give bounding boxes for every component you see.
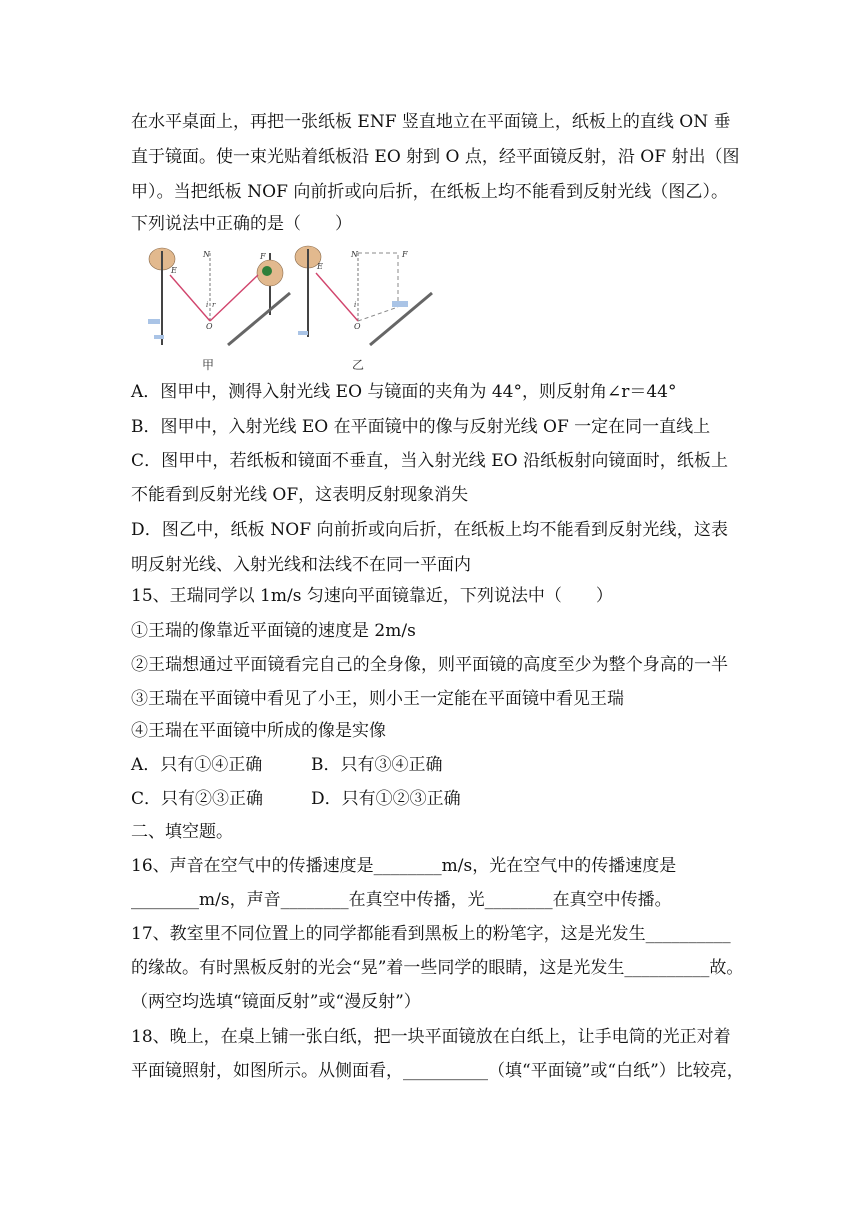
label-f: F xyxy=(260,252,266,261)
label-o: O xyxy=(354,322,361,331)
intro-line-1: 在水平桌面上，再把一张纸板 ENF 竖直地立在平面镜上，纸板上的直线 ON 垂 xyxy=(131,112,731,132)
reflection-experiment-figure xyxy=(140,245,440,377)
q15-options-row-2 xyxy=(131,789,461,809)
label-f: F xyxy=(402,250,408,259)
incident-ray xyxy=(316,273,358,321)
folded-board-outline xyxy=(358,253,398,307)
option-d-line-2: 明反射光线、入射光线和法线不在同一平面内 xyxy=(131,555,471,575)
q18-line-1: 18、晚上，在桌上铺一张白纸，把一块平面镜放在白纸上，让手电筒的光正对着 xyxy=(131,1027,731,1047)
experiment-diagram xyxy=(140,245,440,377)
label-r: r xyxy=(212,301,216,309)
option-c-line-1: C．图甲中，若纸板和镜面不垂直，当入射光线 EO 沿纸板射向镜面时，纸板上 xyxy=(131,451,728,471)
q18-line-2: 平面镜照射，如图所示。从侧面看，__________（填“平面镜”或“白纸”）比较亮， xyxy=(131,1061,744,1081)
q17-line-2: 的缘故。有时黑板反射的光会“晃”着一些同学的眼睛，这是光发生__________故。 xyxy=(131,958,744,978)
q15-options-row-1 xyxy=(131,755,443,775)
section-heading: 二、填空题。 xyxy=(131,822,233,842)
mirror-speckle xyxy=(298,331,308,335)
q16-line-1: 16、声音在空气中的传播速度是________m/s，光在空气中的传播速度是 xyxy=(131,856,677,876)
option-c-line-2: 不能看到反射光线 OF，这表明反射现象消失 xyxy=(131,485,469,505)
caption-yi: 乙 xyxy=(352,358,365,372)
q15-option-d: D．只有①②③正确 xyxy=(311,789,461,809)
label-i: i xyxy=(206,301,209,309)
q15-statement-4: ④王瑞在平面镜中所成的像是实像 xyxy=(131,721,386,741)
option-d-line-1: D．图乙中，纸板 NOF 向前折或向后折，在纸板上均不能看到反射光线，这表 xyxy=(131,520,728,540)
mirror-speckle xyxy=(148,319,160,324)
q16-line-2: ________m/s，声音________在真空中传播，光________在真空中传播。 xyxy=(131,890,672,910)
q17-line-3: （两空均选填“镜面反射”或“漫反射”） xyxy=(131,992,421,1012)
q15-stem: 15、王瑞同学以 1m/s 匀速向平面镜靠近，下列说法中（ ） xyxy=(131,586,613,606)
figure-yi xyxy=(295,246,432,372)
intro-line-3: 甲）。当把纸板 NOF 向前折或向后折，在纸板上均不能看到反射光线（图乙）。 xyxy=(131,182,728,202)
q15-statement-3: ③王瑞在平面镜中看见了小王，则小王一定能在平面镜中看见王瑞 xyxy=(131,689,624,709)
mirror xyxy=(228,293,290,345)
label-n: N xyxy=(203,250,210,259)
option-a: A．图甲中，测得入射光线 EO 与镜面的夹角为 44°，则反射角∠r＝44° xyxy=(131,382,677,402)
q15-statement-2: ②王瑞想通过平面镜看完自己的全身像，则平面镜的高度至少为整个身高的一半 xyxy=(131,655,728,675)
label-o: O xyxy=(206,322,213,331)
mirror-speckle xyxy=(392,301,408,307)
option-b: B．图甲中，入射光线 EO 在平面镜中的像与反射光线 OF 一定在同一直线上 xyxy=(131,417,711,437)
q15-option-a: A．只有①④正确 xyxy=(131,755,263,775)
q17-line-1: 17、教室里不同位置上的同学都能看到黑板上的粉笔字，这是光发生__________ xyxy=(131,924,731,944)
label-n: N xyxy=(351,250,358,259)
caption-jia: 甲 xyxy=(202,358,215,372)
label-e: E xyxy=(171,266,177,275)
laser-pointer-icon xyxy=(262,266,272,276)
figure-jia xyxy=(148,248,290,372)
reflected-ray xyxy=(210,275,258,321)
label-e: E xyxy=(317,262,323,271)
incident-ray xyxy=(170,275,210,321)
question-prompt: 下列说法中正确的是（ ） xyxy=(131,214,352,234)
q15-option-c: C．只有②③正确 xyxy=(131,789,264,809)
intro-line-2: 直于镜面。使一束光贴着纸板沿 EO 射到 O 点，经平面镜反射，沿 OF 射出（图 xyxy=(131,147,740,167)
mirror-speckle xyxy=(154,335,164,339)
q15-statement-1: ①王瑞的像靠近平面镜的速度是 2m/s xyxy=(131,621,416,641)
folded-board-edge xyxy=(358,307,398,321)
mirror xyxy=(370,293,432,345)
q15-option-b: B．只有③④正确 xyxy=(311,755,443,775)
label-i: i xyxy=(354,301,357,309)
